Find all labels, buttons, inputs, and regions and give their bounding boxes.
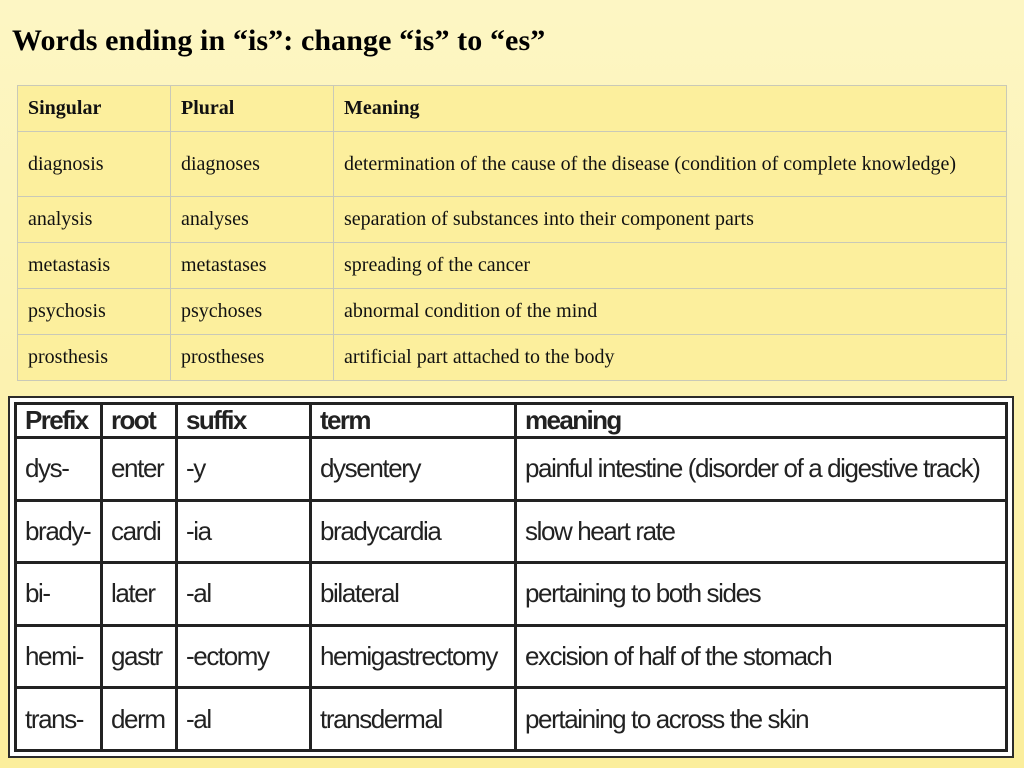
suffix-cell: -al [177,688,311,751]
suffix-cell: -al [177,563,311,626]
term-table-image [8,396,1014,758]
meaning-cell: excision of half of the stomach [516,625,1007,688]
table-row [18,243,1007,289]
column-header-meaning: meaning [516,404,1007,438]
suffix-cell: -ia [177,500,311,563]
table-row [18,335,1007,381]
prefix-cell: brady- [16,500,102,563]
root-cell: enter [102,438,177,501]
term-table-header-row [16,404,1007,438]
column-header-prefix: Prefix [16,404,102,438]
root-cell: gastr [102,625,177,688]
prefix-cell: hemi- [16,625,102,688]
root-cell: derm [102,688,177,751]
prefix-cell: dys- [16,438,102,501]
meaning-cell: pertaining to across the skin [516,688,1007,751]
root-cell: cardi [102,500,177,563]
plural-cell: prostheses [171,335,334,381]
meaning-cell: slow heart rate [516,500,1007,563]
prefix-cell: bi- [16,563,102,626]
singular-cell: prosthesis [18,335,171,381]
table-row [18,289,1007,335]
plural-cell: diagnoses [171,132,334,197]
term-cell: bradycardia [311,500,516,563]
term-row [16,688,1007,751]
column-header-suffix: suffix [177,404,311,438]
table-header-row [18,86,1007,132]
meaning-cell: spreading of the cancer [334,243,1007,289]
meaning-cell: determination of the cause of the disease (condition of complete knowledge) [334,132,1007,197]
term-row [16,563,1007,626]
plural-table [17,85,1007,381]
plural-cell: analyses [171,197,334,243]
term-row [16,438,1007,501]
meaning-cell: painful intestine (disorder of a digestive track) [516,438,1007,501]
suffix-cell: -ectomy [177,625,311,688]
term-row [16,625,1007,688]
term-cell: transdermal [311,688,516,751]
table-row [18,132,1007,197]
meaning-cell: artificial part attached to the body [334,335,1007,381]
column-header-plural: Plural [171,86,334,132]
prefix-cell: trans- [16,688,102,751]
suffix-cell: -y [177,438,311,501]
singular-cell: analysis [18,197,171,243]
slide-title: Words ending in “is”: change “is” to “es” [12,24,546,57]
meaning-cell: pertaining to both sides [516,563,1007,626]
column-header-meaning: Meaning [334,86,1007,132]
plural-cell: metastases [171,243,334,289]
column-header-singular: Singular [18,86,171,132]
term-table [14,402,1008,752]
root-cell: later [102,563,177,626]
term-cell: hemigastrectomy [311,625,516,688]
meaning-cell: abnormal condition of the mind [334,289,1007,335]
table-row [18,197,1007,243]
singular-cell: diagnosis [18,132,171,197]
singular-cell: psychosis [18,289,171,335]
singular-cell: metastasis [18,243,171,289]
column-header-root: root [102,404,177,438]
term-cell: dysentery [311,438,516,501]
term-row [16,500,1007,563]
meaning-cell: separation of substances into their component parts [334,197,1007,243]
term-cell: bilateral [311,563,516,626]
column-header-term: term [311,404,516,438]
plural-cell: psychoses [171,289,334,335]
